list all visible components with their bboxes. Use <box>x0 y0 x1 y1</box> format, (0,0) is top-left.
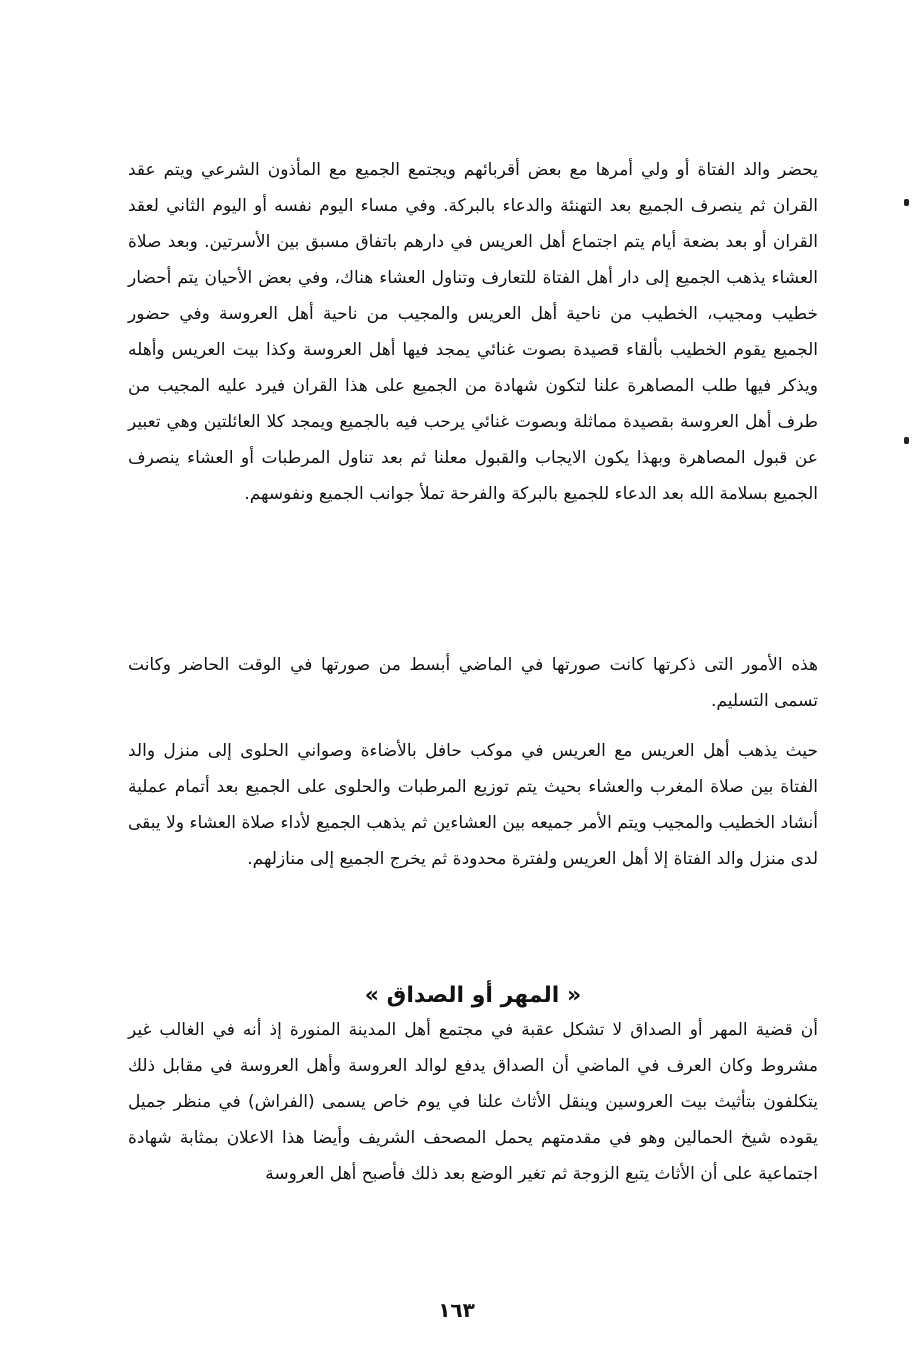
page-number: ١٦٣ <box>438 1298 475 1322</box>
margin-mark <box>904 437 909 444</box>
paragraph-engagement-ceremony <box>128 152 818 512</box>
paragraph-procession <box>128 733 818 877</box>
margin-mark <box>904 199 909 206</box>
paragraph-text: أن قضية المهر أو الصداق لا تشكل عقبة في مجتمع أهل المدينة المنورة إذ أنه في الغالب غير مشروط وكان العرف في الماضي أن الصداق يدفع لوالد العروسة وأهل العروسة في مقابل ذلك يتكلفون بتأثيث بيت العروسين وينقل الأثاث علنا في يوم خاص يسمى (الفراش) في منظر جميل يقوده شيخ الحمالين وهو في مقدمتهم يحمل المصحف الشريف وأيضا هذا الاعلان بمثابة شهادة اجتماعية على أن الأثاث يتبع الزوجة ثم تغير الوضع بعد ذلك فأصبح أهل العروسة <box>128 1020 818 1184</box>
section-heading-dowry: « المهر أو الصداق » <box>364 983 582 1009</box>
paragraph-dowry <box>128 1012 818 1192</box>
paragraph-text: حيث يذهب أهل العريس مع العريس في موكب حافل بالأضاءة وصواني الحلوى إلى منزل والد الفتاة بين صلاة المغرب والعشاء بحيث يتم توزيع المرطبات والحلوى على الجميع بعد أتمام عملية أنشاد الخطيب والمجيب ويتم الأمر جميعه بين العشاءين ثم يذهب الجميع لأداء صلاة العشاء ولا يبقى لدى منزل والد الفتاة إلا أهل العريس ولفترة محدودة ثم يخرج الجميع إلى منازلهم. <box>128 741 818 869</box>
paragraph-past-simplicity <box>128 647 818 719</box>
paragraph-text: يحضر والد الفتاة أو ولي أمرها مع بعض أقربائهم ويجتمع الجميع مع المأذون الشرعي ويتم عقد القران ثم ينصرف الجميع بعد التهنئة والدعاء بالبركة. وفي مساء اليوم نفسه أو اليوم الثاني لعقد القران أو بعد بضعة أيام يتم اجتماع أهل العريس في دارهم باتفاق مسبق بين الأسرتين. وبعد صلاة العشاء يذهب الجميع إلى دار أهل الفتاة للتعارف وتناول العشاء هناك، وفي بعض الأحيان يتم أحضار خطيب ومجيب، الخطيب من ناحية أهل العريس والمجيب من ناحية أهل العروسة وفي حضور الجميع يقوم الخطيب بألقاء قصيدة بصوت غنائي يمجد فيها أهل العروسة وكذا بيت العريس وأهله ويذكر فيها طلب المصاهرة علنا لتكون شهادة من الجميع على هذا القران فيرد عليه المجيب من طرف أهل العروسة بقصيدة مماثلة وبصوت غنائي يرحب فيه بالجميع ويمجد كلا العائلتين وهي تعبير عن قبول المصاهرة وبهذا يكون الايجاب والقبول معلنا ثم بعد تناول المرطبات أو العشاء ينصرف الجميع بسلامة الله بعد الدعاء للجميع بالبركة والفرحة تملأ جوانب الجميع ونفوسهم. <box>128 160 818 504</box>
paragraph-text: هذه الأمور التى ذكرتها كانت صورتها في الماضي أبسط من صورتها في الوقت الحاضر وكانت تسمى التسليم. <box>128 655 818 711</box>
